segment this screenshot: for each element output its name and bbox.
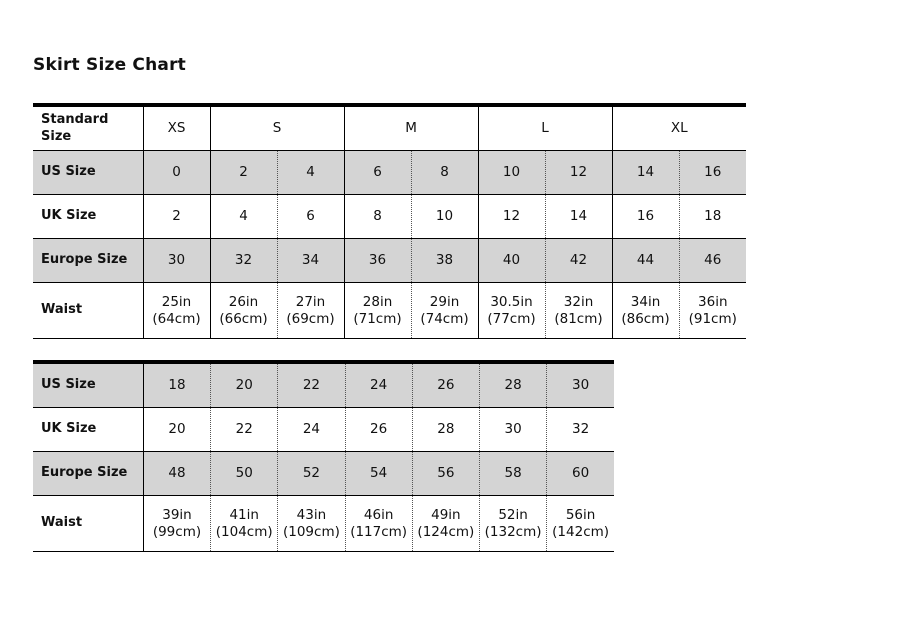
table-cell: 34 [277, 239, 344, 283]
table-cell: 18 [143, 362, 210, 408]
table-cell [344, 283, 411, 339]
table-cell: 12 [545, 151, 612, 195]
measurement-line: (66cm) [219, 310, 268, 327]
table-cell: 38 [411, 239, 478, 283]
table-cell: 52 [278, 452, 345, 496]
table-cell: 54 [345, 452, 412, 496]
measurement-line: (69cm) [286, 310, 335, 327]
table-cell: 28 [479, 362, 546, 408]
measurement-line: (91cm) [688, 310, 737, 327]
table-cell: 4 [277, 151, 344, 195]
page-title: Skirt Size Chart [33, 55, 186, 75]
standard-size-group: XL [612, 105, 746, 151]
row-header-uk-size: UK Size [33, 195, 143, 239]
table-cell: 26 [412, 362, 479, 408]
standard-size-group: S [210, 105, 344, 151]
table-cell [210, 283, 277, 339]
table-row [33, 283, 746, 339]
table-cell: 6 [344, 151, 411, 195]
measurement-line: 41in [229, 506, 259, 523]
row-header-europe-size: Europe Size [33, 239, 143, 283]
table-cell [545, 283, 612, 339]
table-cell: 6 [277, 195, 344, 239]
table-row [33, 408, 614, 452]
table-cell: 2 [143, 195, 210, 239]
table-cell [478, 283, 545, 339]
standard-size-group: XS [143, 105, 210, 151]
table-row [33, 195, 746, 239]
measurement-line: (81cm) [554, 310, 603, 327]
table-row [33, 496, 614, 552]
measurement-line: 34in [630, 293, 661, 310]
row-header-waist: Waist [33, 283, 143, 339]
table-cell [412, 496, 479, 552]
table-header-row [33, 105, 746, 151]
table-row [33, 239, 746, 283]
table-cell: 32 [547, 408, 614, 452]
row-header-europe-size: Europe Size [33, 452, 143, 496]
skirt-size-table-extended [33, 360, 614, 552]
table-cell [612, 283, 679, 339]
measurement-line: 30.5in [490, 293, 533, 310]
measurement-line: 29in [429, 293, 460, 310]
table-cell: 24 [278, 408, 345, 452]
measurement-line: (117cm) [350, 523, 408, 540]
table-cell: 14 [545, 195, 612, 239]
table-cell [278, 496, 345, 552]
measurement-line: (109cm) [282, 523, 340, 540]
table-cell: 28 [412, 408, 479, 452]
measurement-line: 49in [431, 506, 461, 523]
table-row [33, 151, 746, 195]
table-cell: 44 [612, 239, 679, 283]
table-cell [277, 283, 344, 339]
table-cell [411, 283, 478, 339]
table-cell: 8 [411, 151, 478, 195]
measurement-line: (142cm) [552, 523, 610, 540]
table-cell: 30 [143, 239, 210, 283]
table-row [33, 452, 614, 496]
table-cell: 18 [679, 195, 746, 239]
table-cell [143, 283, 210, 339]
table-cell: 14 [612, 151, 679, 195]
measurement-line: (86cm) [621, 310, 670, 327]
table-cell: 32 [210, 239, 277, 283]
measurement-line: 36in [698, 293, 728, 310]
table-cell: 12 [478, 195, 545, 239]
measurement-line: 25in [161, 293, 192, 310]
table-cell: 16 [679, 151, 746, 195]
table-cell: 30 [547, 362, 614, 408]
measurement-line: (104cm) [215, 523, 273, 540]
table-cell [479, 496, 546, 552]
table-cell: 2 [210, 151, 277, 195]
row-header-standard-size: Standard Size [33, 105, 143, 151]
measurement-line: 28in [362, 293, 393, 310]
table-cell: 42 [545, 239, 612, 283]
table-cell: 48 [143, 452, 210, 496]
measurement-line: (64cm) [152, 310, 201, 327]
table-cell: 46 [679, 239, 746, 283]
table-cell: 50 [211, 452, 278, 496]
measurement-line: (74cm) [420, 310, 469, 327]
skirt-size-table-primary [33, 103, 746, 339]
measurement-line: 56in [565, 506, 596, 523]
table-cell: 36 [344, 239, 411, 283]
table-cell: 16 [612, 195, 679, 239]
table-cell: 60 [547, 452, 614, 496]
measurement-line: 27in [295, 293, 326, 310]
table-cell [679, 283, 746, 339]
table-cell [211, 496, 278, 552]
table-cell: 22 [211, 408, 278, 452]
row-header-us-size: US Size [33, 151, 143, 195]
measurement-line: (124cm) [417, 523, 475, 540]
table-cell: 24 [345, 362, 412, 408]
table-cell: 58 [479, 452, 546, 496]
table-cell: 26 [345, 408, 412, 452]
measurement-line: (132cm) [484, 523, 542, 540]
standard-size-group: L [478, 105, 612, 151]
measurement-line: (71cm) [353, 310, 402, 327]
row-header-us-size: US Size [33, 362, 143, 408]
standard-size-group: M [344, 105, 478, 151]
measurement-line: 46in [363, 506, 394, 523]
measurement-line: 43in [296, 506, 327, 523]
row-header-uk-size: UK Size [33, 408, 143, 452]
table-cell: 20 [211, 362, 278, 408]
table-cell: 0 [143, 151, 210, 195]
table-cell: 10 [478, 151, 545, 195]
table-cell: 20 [143, 408, 210, 452]
row-header-waist: Waist [33, 496, 143, 552]
table-cell: 8 [344, 195, 411, 239]
table-cell: 22 [278, 362, 345, 408]
table-cell: 4 [210, 195, 277, 239]
measurement-line: 39in [162, 506, 192, 523]
table-cell: 56 [412, 452, 479, 496]
table-cell [143, 496, 210, 552]
table-cell: 30 [479, 408, 546, 452]
measurement-line: (77cm) [487, 310, 536, 327]
measurement-line: 52in [498, 506, 528, 523]
table-row [33, 362, 614, 408]
measurement-line: (99cm) [152, 523, 202, 540]
table-cell [345, 496, 412, 552]
table-cell: 10 [411, 195, 478, 239]
table-cell: 40 [478, 239, 545, 283]
measurement-line: 26in [228, 293, 259, 310]
measurement-line: 32in [563, 293, 594, 310]
table-cell [547, 496, 614, 552]
